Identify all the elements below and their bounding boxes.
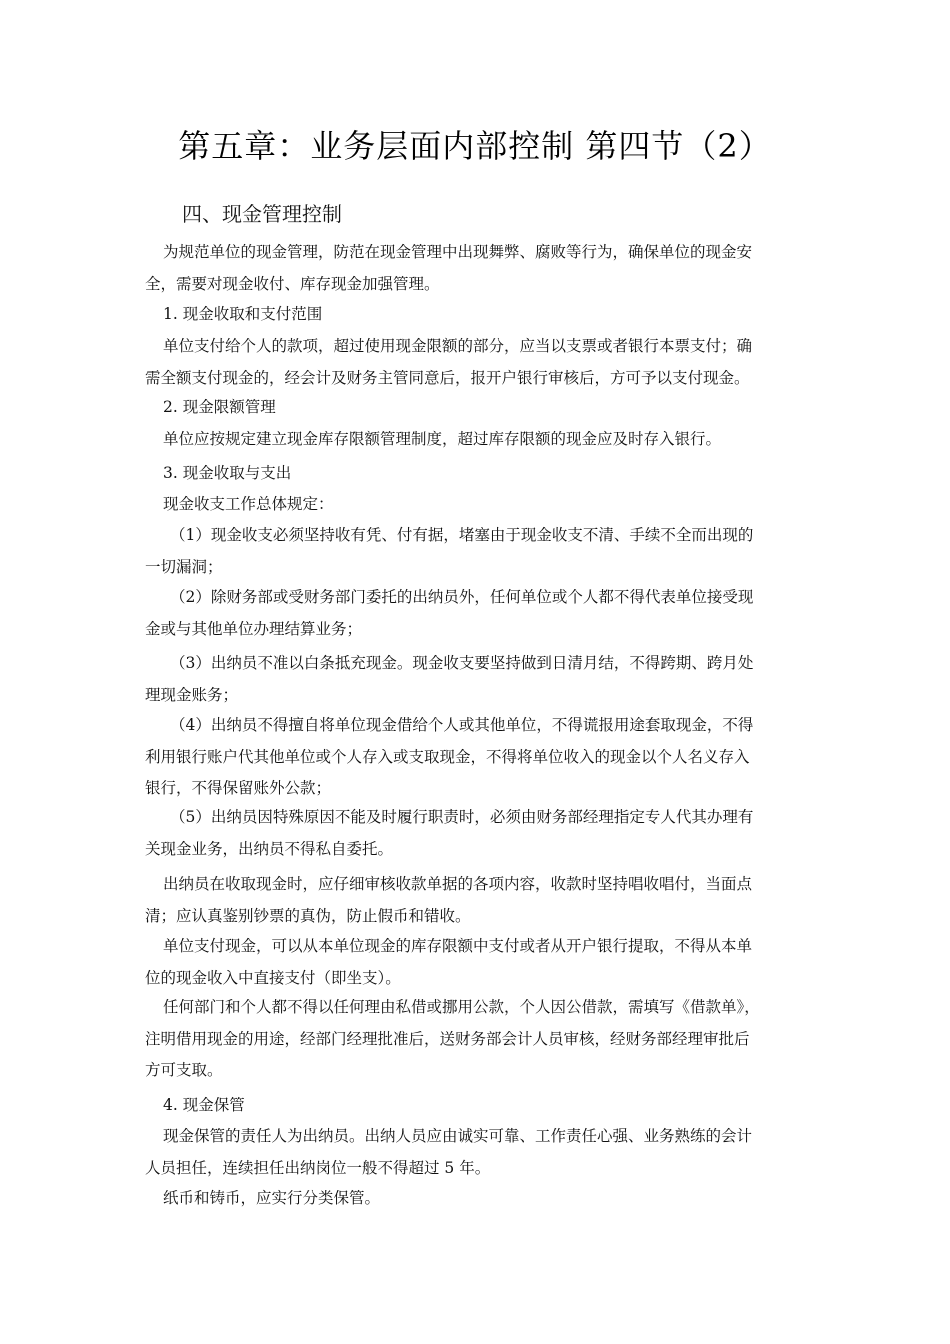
paragraph-line: 现金保管的责任人为出纳员。出纳人员应由诚实可靠、工作责任心强、业务熟练的会计 [163, 1127, 753, 1145]
paragraph-line: 出纳员在收取现金时，应仔细审核收款单据的各项内容，收款时坚持唱收唱付，当面点 [163, 875, 753, 893]
list-item-line: 一切漏洞； [145, 558, 223, 576]
list-item-line: （1）现金收支必须坚持收有凭、付有据，堵塞由于现金收支不清、手续不全而出现的 [170, 526, 754, 544]
subsection-heading: 2. 现金限额管理 [163, 398, 276, 416]
subsection-heading: 3. 现金收取与支出 [163, 464, 292, 482]
list-item-line: 利用银行账户代其他单位或个人存入或支取现金，不得将单位收入的现金以个人名义存入 [145, 748, 750, 766]
paragraph-line: 纸币和铸币，应实行分类保管。 [163, 1189, 381, 1207]
list-item-line: 关现金业务，出纳员不得私自委托。 [145, 840, 394, 858]
paragraph-line: 现金收支工作总体规定： [163, 495, 334, 513]
list-item-line: （3）出纳员不准以白条抵充现金。现金收支要坚持做到日清月结，不得跨期、跨月处 [170, 654, 754, 672]
paragraph-line: 位的现金收入中直接支付（即坐支）。 [145, 969, 401, 987]
paragraph-line: 注明借用现金的用途，经部门经理批准后，送财务部会计人员审核，经财务部经理审批后 [145, 1030, 750, 1048]
paragraph-line: 清；应认真鉴别钞票的真伪，防止假币和错收。 [145, 907, 471, 925]
list-item-line: （2）除财务部或受财务部门委托的出纳员外，任何单位或个人都不得代表单位接受现 [170, 588, 754, 606]
section-heading: 四、现金管理控制 [182, 202, 342, 226]
paragraph-line: 为规范单位的现金管理，防范在现金管理中出现舞弊、腐败等行为，确保单位的现金安 [163, 243, 753, 261]
paragraph-line: 单位支付给个人的款项，超过使用现金限额的部分，应当以支票或者银行本票支付；确 [163, 337, 753, 355]
list-item-line: 银行，不得保留账外公款； [145, 779, 332, 797]
paragraph-line: 单位应按规定建立现金库存限额管理制度，超过库存限额的现金应及时存入银行。 [163, 430, 722, 448]
page-title: 第五章：业务层面内部控制 第四节（2） [178, 127, 772, 165]
paragraph-line: 全，需要对现金收付、库存现金加强管理。 [145, 275, 440, 293]
list-item-line: 金或与其他单位办理结算业务； [145, 620, 363, 638]
paragraph-line: 需全额支付现金的，经会计及财务主管同意后，报开户银行审核后，方可予以支付现金。 [145, 369, 750, 387]
paragraph-line: 单位支付现金，可以从本单位现金的库存限额中支付或者从开户银行提取，不得从本单 [163, 937, 753, 955]
list-item-line: （5）出纳员因特殊原因不能及时履行职责时，必须由财务部经理指定专人代其办理有 [170, 808, 754, 826]
list-item-line: （4）出纳员不得擅自将单位现金借给个人或其他单位，不得谎报用途套取现金，不得 [170, 716, 754, 734]
subsection-heading: 1. 现金收取和支付范围 [163, 305, 323, 323]
subsection-heading: 4. 现金保管 [163, 1096, 245, 1114]
list-item-line: 理现金账务； [145, 686, 239, 704]
paragraph-line: 任何部门和个人都不得以任何理由私借或挪用公款，个人因公借款，需填写《借款单》， [163, 998, 760, 1016]
paragraph-line: 人员担任，连续担任出纳岗位一般不得超过 5 年。 [145, 1159, 491, 1177]
paragraph-line: 方可支取。 [145, 1061, 223, 1079]
